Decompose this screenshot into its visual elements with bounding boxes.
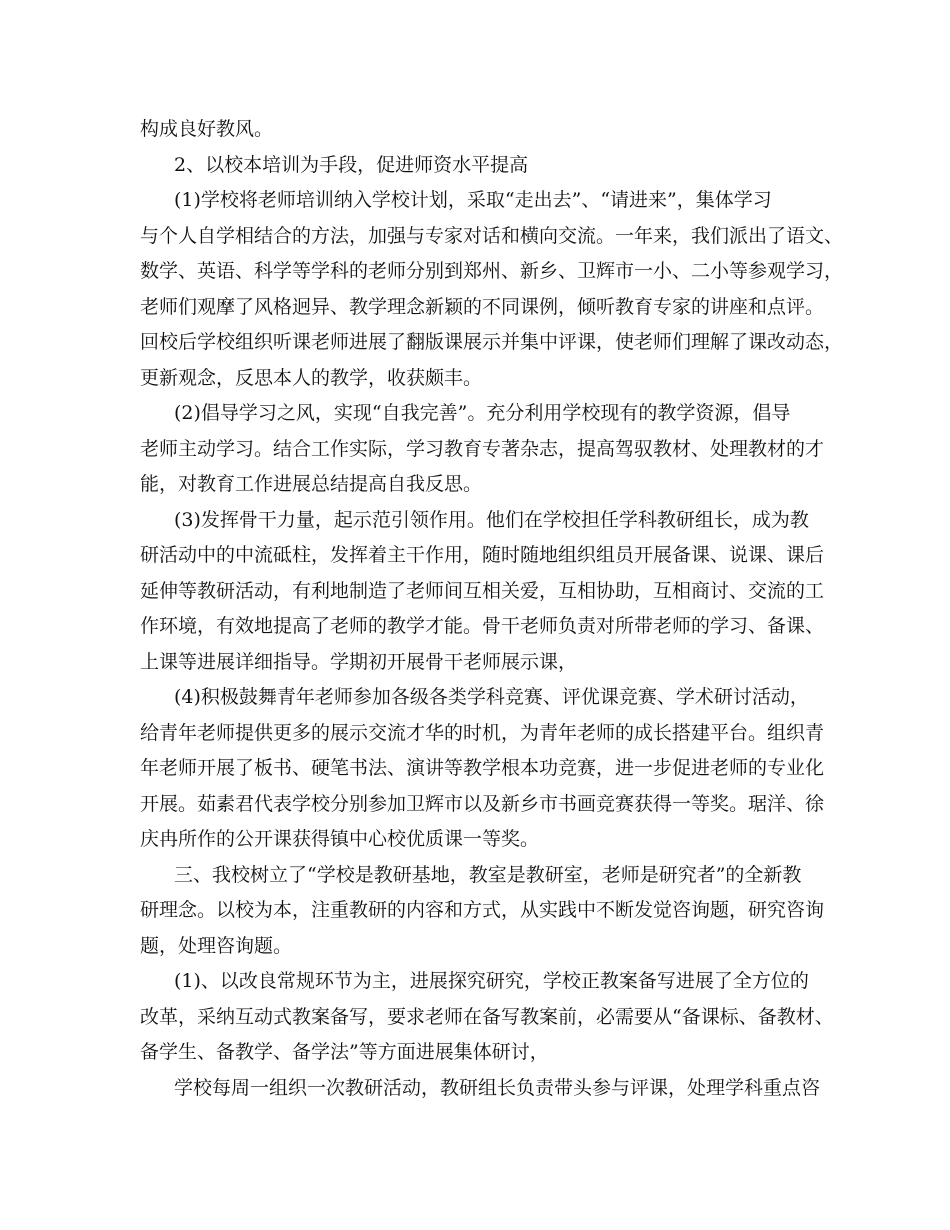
text-line: 构成良好教风。 bbox=[140, 118, 274, 140]
text-line: 研活动中的中流砥柱，发挥着主干作用，随时随地组织组员开展备课、说课、课后 bbox=[140, 544, 825, 566]
text-line: 延伸等教研活动，有利地制造了老师间互相关爱，互相协助，互相商讨、交流的工 bbox=[140, 580, 825, 602]
text-line: 数学、英语、科学等学科的老师分别到郑州、新乡、卫辉市一小、二小等参观学习， bbox=[140, 260, 844, 282]
text-line: 学校每周一组织一次教研活动，教研组长负责带头参与评课，处理学科重点咨 bbox=[174, 1077, 821, 1099]
text-line: 能，对教育工作进展总结提高自我反思。 bbox=[140, 473, 483, 495]
text-line: 题，处理咨询题。 bbox=[140, 935, 293, 957]
text-line: 回校后学校组织听课老师进展了翻版课展示并集中评课，使老师们理解了课改动态， bbox=[140, 331, 844, 353]
text-line: 开展。茹素君代表学校分别参加卫辉市以及新乡市书画竞赛获得一等奖。琚洋、徐 bbox=[140, 793, 825, 815]
text-line: 给青年老师提供更多的展示交流才华的时机，为青年老师的成长搭建平台。组织青 bbox=[140, 722, 825, 744]
text-line: 上课等进展详细指导。学期初开展骨干老师展示课， bbox=[140, 651, 578, 673]
text-line: (1)学校将老师培训纳入学校计划，采取“走出去”、“请进来”，集体学习 bbox=[174, 189, 772, 211]
text-line: (3)发挥骨干力量，起示范引领作用。他们在学校担任学科教研组长，成为教 bbox=[174, 509, 809, 531]
text-line: 作环境，有效地提高了老师的教学才能。骨干老师负责对所带老师的学习、备课、 bbox=[140, 615, 825, 637]
text-line: (4)积极鼓舞青年老师参加各级各类学科竞赛、评优课竞赛、学术研讨活动， bbox=[174, 686, 809, 708]
text-line: 与个人自学相结合的方法，加强与专家对话和横向交流。一年来，我们派出了语文、 bbox=[140, 225, 844, 247]
text-line: 老师主动学习。结合工作实际，学习教育专著杂志，提高驾驭教材、处理教材的才 bbox=[140, 438, 825, 460]
text-line: 备学生、备教学、备学法”等方面进展集体研讨， bbox=[140, 1041, 549, 1063]
text-line: 三、我校树立了“学校是教研基地，教室是教研室，老师是研究者”的全新教 bbox=[174, 864, 802, 886]
text-line: 年老师开展了板书、硬笔书法、演讲等教学根本功竞赛，进一步促进老师的专业化 bbox=[140, 757, 825, 779]
text-line: (1)、以改良常规环节为主，进展探究研究，学校正教案备写进展了全方位的 bbox=[174, 970, 809, 992]
text-line: 改革，采纳互动式教案备写，要求老师在备写教案前，必需要从“备课标、备教材、 bbox=[140, 1006, 834, 1028]
text-line: 庆冉所作的公开课获得镇中心校优质课一等奖。 bbox=[140, 828, 540, 850]
text-line: 更新观念，反思本人的教学，收获颇丰。 bbox=[140, 367, 483, 389]
text-line: (2)倡导学习之风，实现“自我完善”。充分利用学校现有的教学资源，倡导 bbox=[174, 402, 791, 424]
text-line: 2、以校本培训为手段，促进师资水平提高 bbox=[174, 154, 529, 176]
text-line: 老师们观摩了风格迥异、教学理念新颖的不同课例，倾听教育专家的讲座和点评。 bbox=[140, 296, 825, 318]
text-line: 研理念。以校为本，注重教研的内容和方式，从实践中不断发觉咨询题，研究咨询 bbox=[140, 899, 825, 921]
